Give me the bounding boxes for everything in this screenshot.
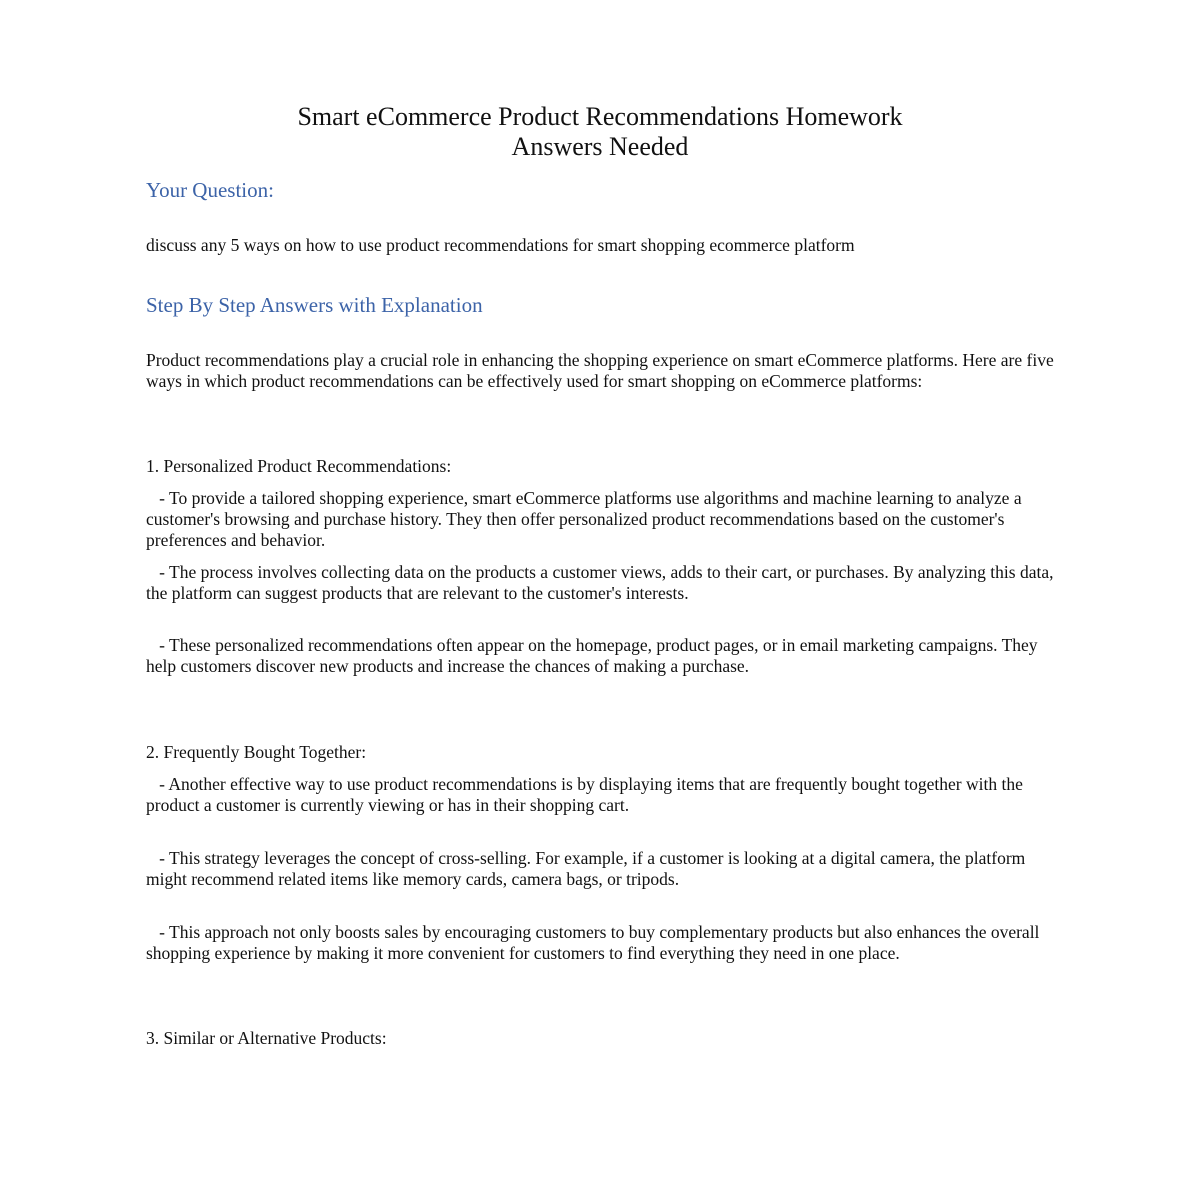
question-text: discuss any 5 ways on how to use product recommendations for smart shopping ecommerce platform — [146, 235, 855, 255]
section-title-1: 1. Personalized Product Recommendations: — [146, 456, 452, 476]
section-2-point-1: - Another effective way to use product recommendations is by displaying items that are frequently bought together with the product a customer is currently viewing or has in their shopping cart. — [146, 774, 1028, 815]
section-title-3: 3. Similar or Alternative Products: — [146, 1028, 387, 1048]
intro-paragraph: Product recommendations play a crucial role in enhancing the shopping experience on smart eCommerce platforms. Here are five ways in which product recommendations can be effectively used for smart shopping on eCommerce platforms: — [146, 350, 1059, 391]
section-2-point-3: - This approach not only boosts sales by encouraging customers to buy complementary products but also enhances the overall shopping experience by making it more convenient for customers to find everything they need in one place. — [146, 922, 1044, 963]
question-heading: Your Question: — [146, 178, 274, 202]
section-1-point-2: - The process involves collecting data on the products a customer views, adds to their cart, or purchases. By analyzing this data, the platform can suggest products that are relevant to the customer's interests. — [146, 562, 1058, 603]
answer-heading: Step By Step Answers with Explanation — [146, 293, 483, 317]
title-line-2: Answers Needed — [511, 132, 689, 161]
section-2-point-2: - This strategy leverages the concept of cross-selling. For example, if a customer is looking at a digital camera, the platform might recommend related items like memory cards, camera bags, or tripods. — [146, 848, 1030, 889]
document-title — [150, 102, 1050, 162]
title-line-1: Smart eCommerce Product Recommendations Homework — [297, 102, 903, 131]
section-title-2: 2. Frequently Bought Together: — [146, 742, 367, 762]
section-1-point-3: - These personalized recommendations often appear on the homepage, product pages, or in email marketing campaigns. They help customers discover new products and increase the chances of making a purchase. — [146, 635, 1042, 676]
section-1-point-1: - To provide a tailored shopping experience, smart eCommerce platforms use algorithms and machine learning to analyze a customer's browsing and purchase history. They then offer personalized product recommendations based on the customer's preferences and behavior. — [146, 488, 1026, 550]
